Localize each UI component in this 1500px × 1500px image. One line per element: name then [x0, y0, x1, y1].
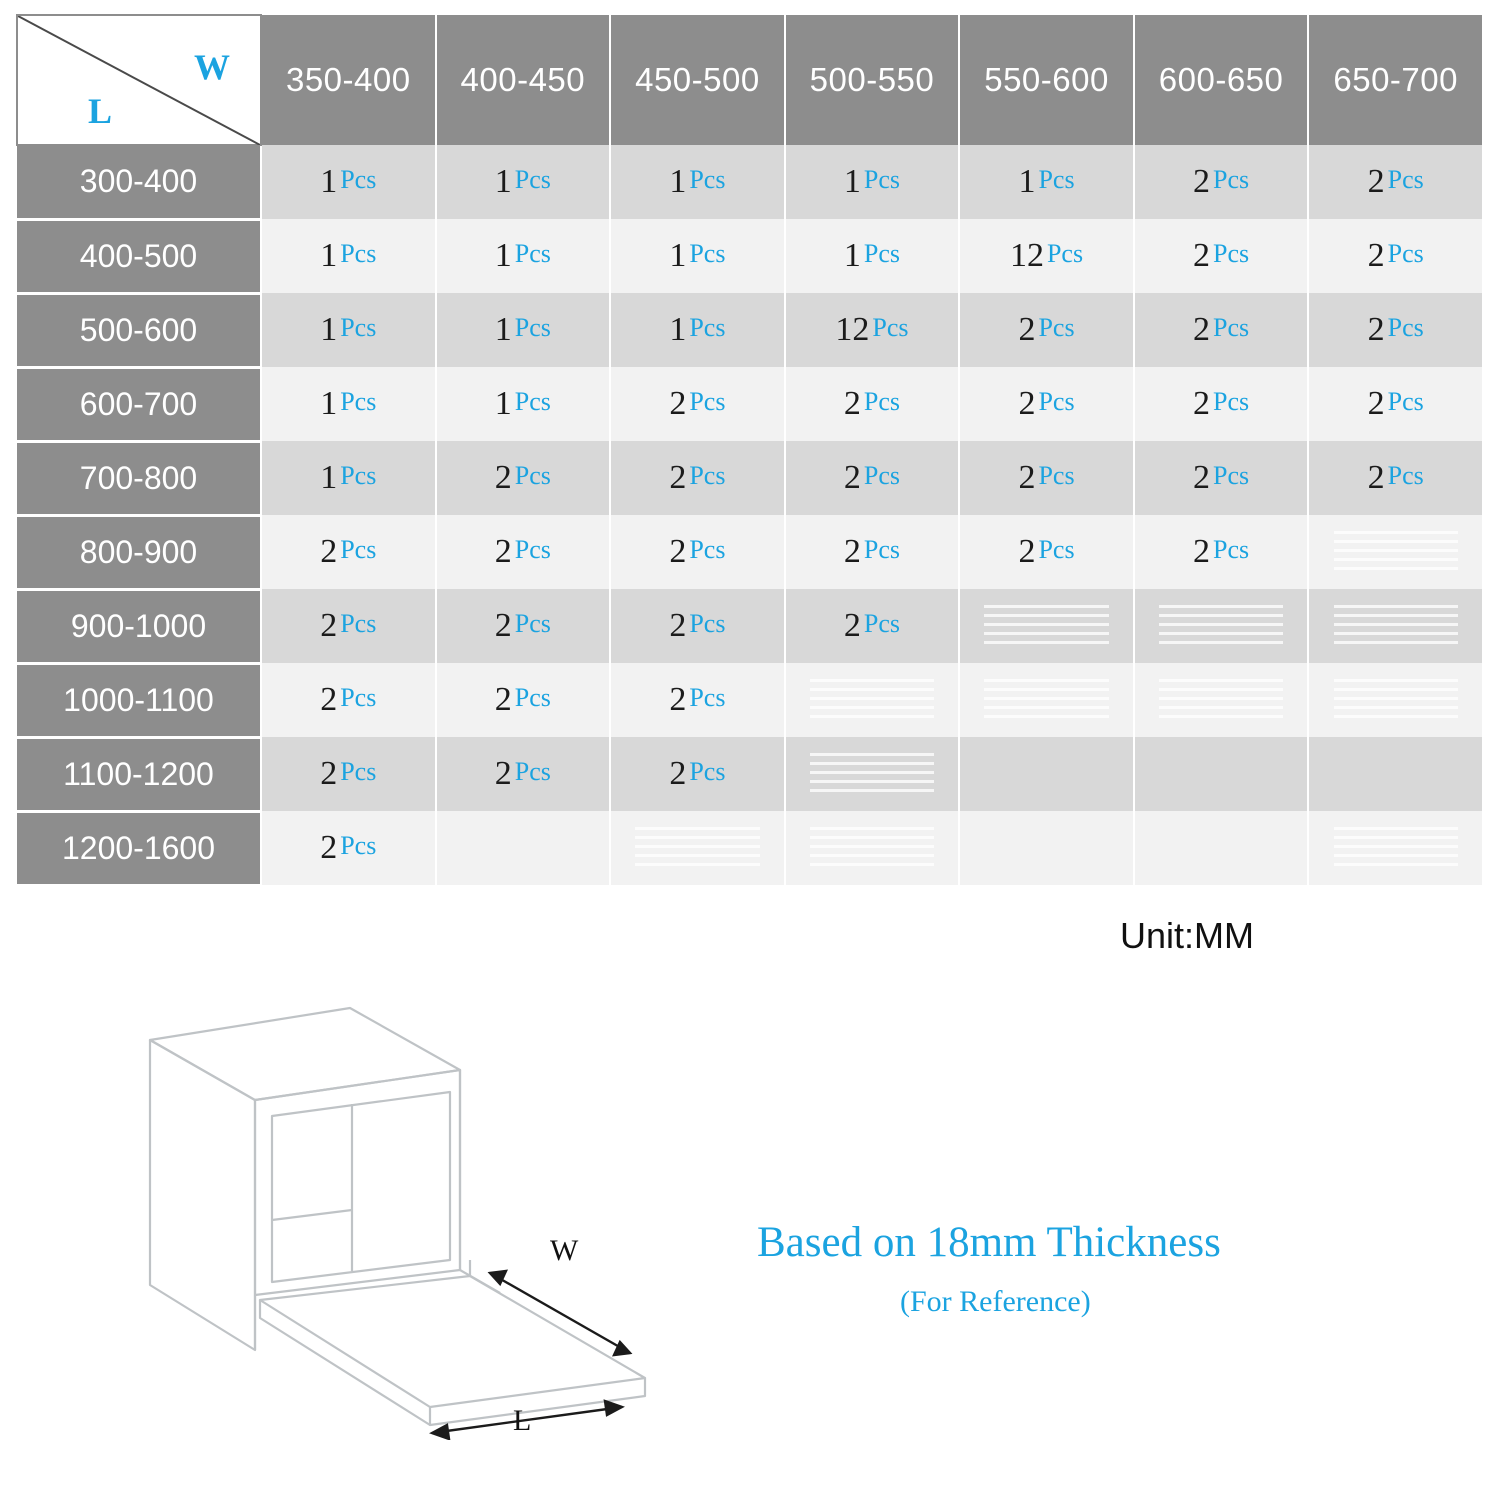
thickness-note: Based on 18mm Thickness — [757, 1219, 1221, 1266]
cell-0-5: 2 Pcs — [1134, 145, 1309, 219]
cell-5-4: 2 Pcs — [959, 515, 1134, 589]
cell-8-4 — [959, 737, 1134, 811]
cell-7-0: 2 Pcs — [261, 663, 436, 737]
cell-2-0: 1 Pcs — [261, 293, 436, 367]
table-row — [17, 367, 1483, 441]
cell-6-2: 2 Pcs — [610, 589, 785, 663]
table-row — [17, 663, 1483, 737]
cell-0-2: 1 Pcs — [610, 145, 785, 219]
empty-cell-artifact — [810, 679, 934, 720]
cell-9-6 — [1308, 811, 1483, 885]
cell-1-0: 1 Pcs — [261, 219, 436, 293]
cell-7-5 — [1134, 663, 1309, 737]
cell-4-6: 2 Pcs — [1308, 441, 1483, 515]
table-header — [17, 15, 1483, 145]
cell-1-6: 2 Pcs — [1308, 219, 1483, 293]
column-header-4: 550-600 — [959, 15, 1134, 145]
row-header-8: 1100-1200 — [17, 737, 261, 811]
cell-6-1: 2 Pcs — [436, 589, 611, 663]
diagram-label-w: W — [550, 1234, 579, 1267]
table-row — [17, 219, 1483, 293]
empty-cell-artifact — [1334, 827, 1458, 868]
cell-4-3: 2 Pcs — [785, 441, 960, 515]
cell-3-4: 2 Pcs — [959, 367, 1134, 441]
row-header-3: 600-700 — [17, 367, 261, 441]
cell-8-3 — [785, 737, 960, 811]
cell-3-3: 2 Pcs — [785, 367, 960, 441]
sizing-table-container — [16, 14, 1484, 887]
cabinet-dimension-diagram — [100, 960, 720, 1440]
row-header-1: 400-500 — [17, 219, 261, 293]
cell-8-0: 2 Pcs — [261, 737, 436, 811]
cell-7-4 — [959, 663, 1134, 737]
cell-5-3: 2 Pcs — [785, 515, 960, 589]
cell-6-0: 2 Pcs — [261, 589, 436, 663]
cell-7-6 — [1308, 663, 1483, 737]
row-header-6: 900-1000 — [17, 589, 261, 663]
cell-0-4: 1 Pcs — [959, 145, 1134, 219]
empty-cell-artifact — [635, 827, 759, 868]
table-header-row — [17, 15, 1483, 145]
axis-corner-cell — [17, 15, 261, 145]
cell-6-4 — [959, 589, 1134, 663]
cell-5-0: 2 Pcs — [261, 515, 436, 589]
cell-7-3 — [785, 663, 960, 737]
cell-4-2: 2 Pcs — [610, 441, 785, 515]
cell-3-0: 1 Pcs — [261, 367, 436, 441]
cell-4-0: 1 Pcs — [261, 441, 436, 515]
cell-5-5: 2 Pcs — [1134, 515, 1309, 589]
table-body — [17, 145, 1483, 885]
empty-cell-artifact — [1159, 605, 1283, 646]
reference-note: (For Reference) — [900, 1285, 1091, 1318]
column-header-2: 450-500 — [610, 15, 785, 145]
cell-9-1 — [436, 811, 611, 885]
cell-2-2: 1 Pcs — [610, 293, 785, 367]
cell-9-2 — [610, 811, 785, 885]
table-row — [17, 811, 1483, 885]
cell-8-6 — [1308, 737, 1483, 811]
cell-9-5 — [1134, 811, 1309, 885]
axis-label-l: L — [88, 91, 113, 131]
cell-9-3 — [785, 811, 960, 885]
cell-0-3: 1 Pcs — [785, 145, 960, 219]
unit-note: Unit:MM — [1120, 915, 1254, 956]
cell-8-2: 2 Pcs — [610, 737, 785, 811]
table-row — [17, 145, 1483, 219]
empty-cell-artifact — [1334, 531, 1458, 572]
cell-4-1: 2 Pcs — [436, 441, 611, 515]
row-header-2: 500-600 — [17, 293, 261, 367]
cell-3-5: 2 Pcs — [1134, 367, 1309, 441]
cell-5-6 — [1308, 515, 1483, 589]
row-header-9: 1200-1600 — [17, 811, 261, 885]
column-header-1: 400-450 — [436, 15, 611, 145]
cell-5-1: 2 Pcs — [436, 515, 611, 589]
cell-7-2: 2 Pcs — [610, 663, 785, 737]
cell-0-6: 2 Pcs — [1308, 145, 1483, 219]
row-header-4: 700-800 — [17, 441, 261, 515]
cell-6-6 — [1308, 589, 1483, 663]
row-header-7: 1000-1100 — [17, 663, 261, 737]
column-header-6: 650-700 — [1308, 15, 1483, 145]
cell-6-3: 2 Pcs — [785, 589, 960, 663]
table-row — [17, 293, 1483, 367]
cell-1-2: 1 Pcs — [610, 219, 785, 293]
cell-3-1: 1 Pcs — [436, 367, 611, 441]
cell-8-5 — [1134, 737, 1309, 811]
cell-6-5 — [1134, 589, 1309, 663]
empty-cell-artifact — [984, 605, 1108, 646]
cell-1-3: 1 Pcs — [785, 219, 960, 293]
column-header-3: 500-550 — [785, 15, 960, 145]
table-row — [17, 589, 1483, 663]
cell-1-1: 1 Pcs — [436, 219, 611, 293]
axis-label-w: W — [194, 47, 230, 87]
cell-9-4 — [959, 811, 1134, 885]
cell-9-0: 2 Pcs — [261, 811, 436, 885]
table-row — [17, 737, 1483, 811]
empty-cell-artifact — [1159, 679, 1283, 720]
cell-1-5: 2 Pcs — [1134, 219, 1309, 293]
column-header-5: 600-650 — [1134, 15, 1309, 145]
empty-cell-artifact — [810, 753, 934, 794]
diagram-label-l: L — [513, 1404, 532, 1437]
table-row — [17, 515, 1483, 589]
empty-cell-artifact — [1334, 605, 1458, 646]
cell-0-1: 1 Pcs — [436, 145, 611, 219]
empty-cell-artifact — [984, 679, 1108, 720]
empty-cell-artifact — [810, 827, 934, 868]
cell-8-1: 2 Pcs — [436, 737, 611, 811]
cell-2-5: 2 Pcs — [1134, 293, 1309, 367]
cell-2-4: 2 Pcs — [959, 293, 1134, 367]
cell-3-6: 2 Pcs — [1308, 367, 1483, 441]
cell-4-5: 2 Pcs — [1134, 441, 1309, 515]
cell-2-3: 12 Pcs — [785, 293, 960, 367]
column-header-0: 350-400 — [261, 15, 436, 145]
row-header-5: 800-900 — [17, 515, 261, 589]
cell-3-2: 2 Pcs — [610, 367, 785, 441]
cell-7-1: 2 Pcs — [436, 663, 611, 737]
row-header-0: 300-400 — [17, 145, 261, 219]
cell-0-0: 1 Pcs — [261, 145, 436, 219]
cell-4-4: 2 Pcs — [959, 441, 1134, 515]
cell-1-4: 12 Pcs — [959, 219, 1134, 293]
table-row — [17, 441, 1483, 515]
cell-2-6: 2 Pcs — [1308, 293, 1483, 367]
cell-2-1: 1 Pcs — [436, 293, 611, 367]
sizing-table — [16, 14, 1484, 887]
cell-5-2: 2 Pcs — [610, 515, 785, 589]
empty-cell-artifact — [1334, 679, 1458, 720]
